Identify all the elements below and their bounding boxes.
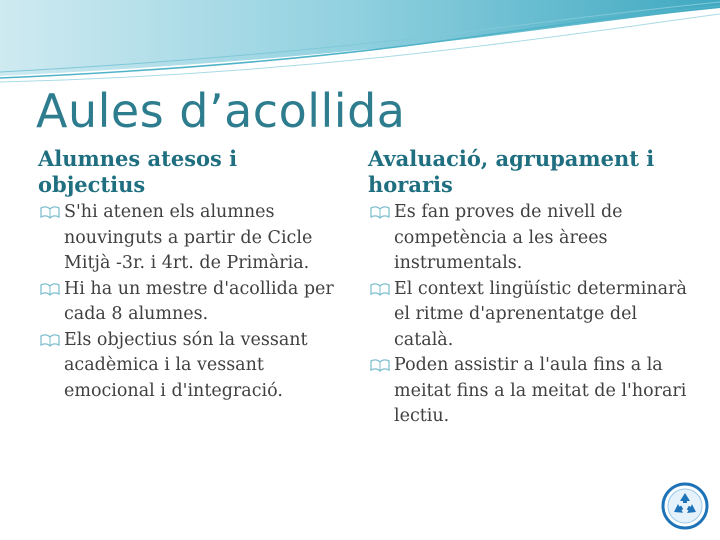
list-item (38, 328, 348, 405)
bullet-text: Es fan proves de nivell de competència a les àrees instrumentals. (394, 202, 623, 273)
bullet-text: Hi ha un mestre d'acollida per cada 8 alumnes. (64, 278, 334, 324)
bullet-text: Els objectius són la vessant acadèmica i la vessant emocional i d'integració. (64, 329, 308, 401)
header-wave-decoration (0, 0, 720, 90)
bullet-text: S'hi atenen els alumnes nouvinguts a partir de Cicle Mitjà -3r. i 4rt. de Primària. (64, 202, 313, 273)
book-bullet-icon (370, 282, 390, 296)
recycle-icon (661, 482, 709, 530)
bullet-text: Poden assistir a l'aula fins a la meitat fins a la meitat de l'horari lectiu. (394, 355, 687, 426)
book-bullet-icon (370, 358, 390, 372)
list-item (368, 200, 688, 277)
right-column (368, 146, 688, 430)
list-item (368, 277, 688, 354)
left-bullet-list (38, 200, 348, 404)
left-column-heading: Alumnes atesos i objectius (38, 146, 238, 197)
right-column-heading: Avaluació, agrupament i horaris (368, 146, 655, 197)
book-bullet-icon (370, 205, 390, 219)
bullet-text: El context lingüístic determinarà el ritme d'aprenentatge del català. (394, 278, 687, 350)
right-bullet-list (368, 200, 688, 430)
left-column (38, 146, 348, 404)
list-item (368, 353, 688, 430)
list-item (38, 277, 348, 328)
slide-title: Aules d’acollida (36, 84, 406, 138)
book-bullet-icon (40, 282, 60, 296)
book-bullet-icon (40, 205, 60, 219)
list-item (38, 200, 348, 277)
book-bullet-icon (40, 333, 60, 347)
